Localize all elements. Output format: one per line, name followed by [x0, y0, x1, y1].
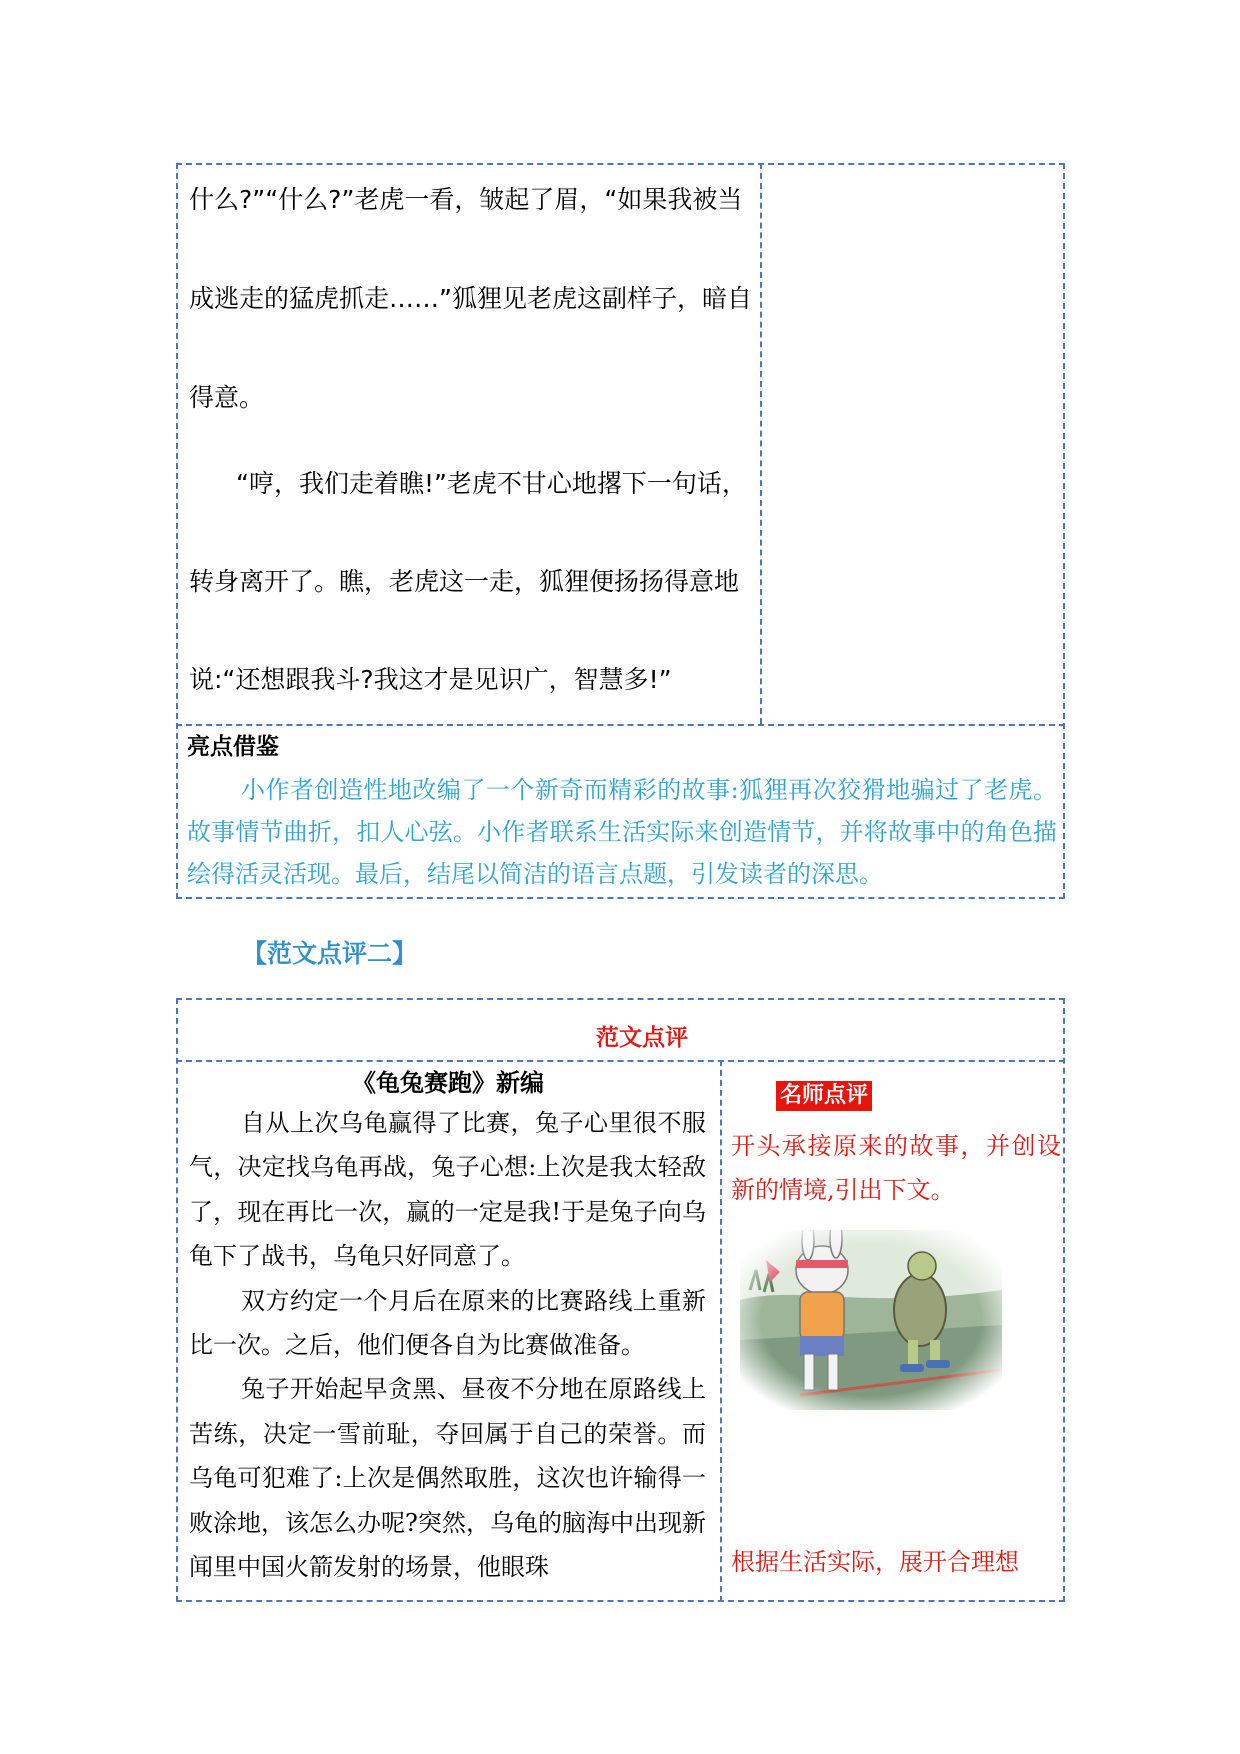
- story-line: 说:“还想跟我斗?我这才是见识广，智慧多!”: [189, 665, 672, 694]
- story-line: 转身离开了。瞧，老虎这一走，狐狸便扬扬得意地: [189, 567, 740, 596]
- rabbit-turtle-illustration: [740, 1230, 1002, 1410]
- table1-left-border: [176, 163, 178, 899]
- essay-paragraph: 自从上次乌龟赢得了比赛，兔子心里很不服气，决定找乌龟再战，兔子心想:上次是我太轻敌了，现在再比一次，赢的一定是我!于是兔子向乌龟下了战书，乌龟只好同意了。: [189, 1109, 706, 1271]
- table2-top-border: [176, 998, 1065, 1000]
- essay-paragraph: 双方约定一个月后在原来的比赛路线上重新比一次。之后，他们便各自为比赛做准备。: [189, 1286, 706, 1360]
- table2-right-border: [1063, 998, 1065, 1602]
- essay-title: 《龟兔赛跑》新编: [352, 1069, 544, 1097]
- comment-2: 根据生活实际，展开合理想: [731, 1548, 1019, 1576]
- table2-header-divider: [176, 1060, 1065, 1062]
- essay-body: [189, 1101, 706, 1589]
- table2-bottom-edge: [176, 1600, 1065, 1602]
- table1-column-divider: [760, 163, 762, 724]
- table1-row-divider: [176, 724, 1065, 726]
- highlight-title: 亮点借鉴: [187, 734, 279, 760]
- section-heading: 【范文点评二】: [242, 939, 418, 968]
- comment-1: 开头承接原来的故事，并创设新的情境,引出下文。: [731, 1132, 1061, 1204]
- story-line: 得意。: [189, 383, 265, 412]
- table2-header: 范文点评: [596, 1025, 688, 1051]
- teacher-comment-label: 名师点评: [776, 1081, 872, 1111]
- story-line: 什么?”“什么?”老虎一看，皱起了眉，“如果我被当: [189, 185, 743, 214]
- story-line: “哼，我们走着瞧!”老虎不甘心地撂下一句话，: [236, 469, 747, 498]
- table1-right-border: [1063, 163, 1065, 899]
- essay-paragraph: 兔子开始起早贪黑、昼夜不分地在原路线上苦练，决定一雪前耻，夺回属于自己的荣誉。而乌龟可犯难了:上次是偶然取胜，这次也许输得一败涂地，该怎么办呢?突然，乌龟的脑海中出现新闻里中国火箭发射的场景，他眼珠: [189, 1375, 706, 1582]
- table2-column-divider: [720, 1060, 722, 1602]
- highlight-text: 小作者创造性地改编了一个新奇而精彩的故事:狐狸再次狡猾地骗过了老虎。故事情节曲折，扣人心弦。小作者联系生活实际来创造情节，并将故事中的角色描绘得活灵活现。最后，结尾以简洁的语言点题，引发读者的深思。: [187, 776, 1057, 888]
- table1-bottom-border: [176, 897, 1065, 899]
- table1-top-border: [176, 163, 1065, 165]
- story-line: 成逃走的猛虎抓走……”狐狸见老虎这副样子，暗自: [189, 284, 752, 313]
